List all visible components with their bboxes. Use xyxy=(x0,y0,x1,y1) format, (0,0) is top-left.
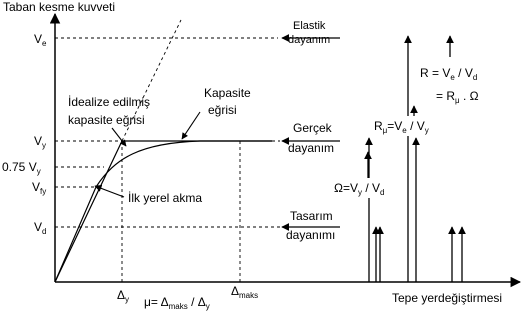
tick-vfy: $V_{fy}$ xyxy=(32,180,47,196)
tick-delta-y: $\Delta_y$ xyxy=(117,288,130,304)
x-axis-title: Tepe yerdeğiştirmesi xyxy=(392,291,503,305)
guide-lines xyxy=(55,20,280,282)
arrow-kapasite xyxy=(182,112,200,139)
label-gercek-1: Gerçek xyxy=(293,121,332,135)
formula-mu: $\mu= \Delta_{maks} / \Delta_y$ xyxy=(144,295,210,311)
capacity-curve xyxy=(55,141,272,282)
formula-r-line2: = $R_\mu$ . Ω xyxy=(436,89,479,105)
y-axis-title: Taban kesme kuvveti xyxy=(3,0,116,14)
tick-075vy: 0.75 $V_y$ xyxy=(2,160,41,176)
label-tasarim-1: Tasarım xyxy=(290,209,333,223)
label-idealize-1: İdealize edilmiş xyxy=(68,95,151,109)
tick-ve: $V_e$ xyxy=(34,32,47,48)
arrow-ilk-akma xyxy=(95,186,124,197)
formula-r-line1: $R = V_e / V_d$ xyxy=(420,66,478,82)
formula-r-mu: $R_\mu=V_e / V_y$ xyxy=(374,119,429,135)
arrow-idealize xyxy=(112,128,126,146)
label-kapasite-1: Kapasite xyxy=(204,86,251,100)
label-gercek-2: dayanım xyxy=(288,141,335,155)
label-kapasite-2: eğrisi xyxy=(208,103,237,117)
label-tasarim-2: dayanımı xyxy=(286,228,336,242)
tick-vd: $V_d$ xyxy=(34,220,47,236)
tick-delta-maks: $\Delta_{maks}$ xyxy=(231,284,259,300)
label-elastik-2: dayanım xyxy=(288,34,331,46)
label-elastik-1: Elastik xyxy=(293,20,326,32)
label-idealize-2: kapasite eğrisi xyxy=(68,113,145,127)
label-ilk-akma: İlk yerel akma xyxy=(128,191,203,205)
tick-vy: $V_y$ xyxy=(34,134,47,150)
idealized-curve xyxy=(55,141,272,282)
formula-omega: $\Omega=V_y / V_d$ xyxy=(334,181,385,197)
